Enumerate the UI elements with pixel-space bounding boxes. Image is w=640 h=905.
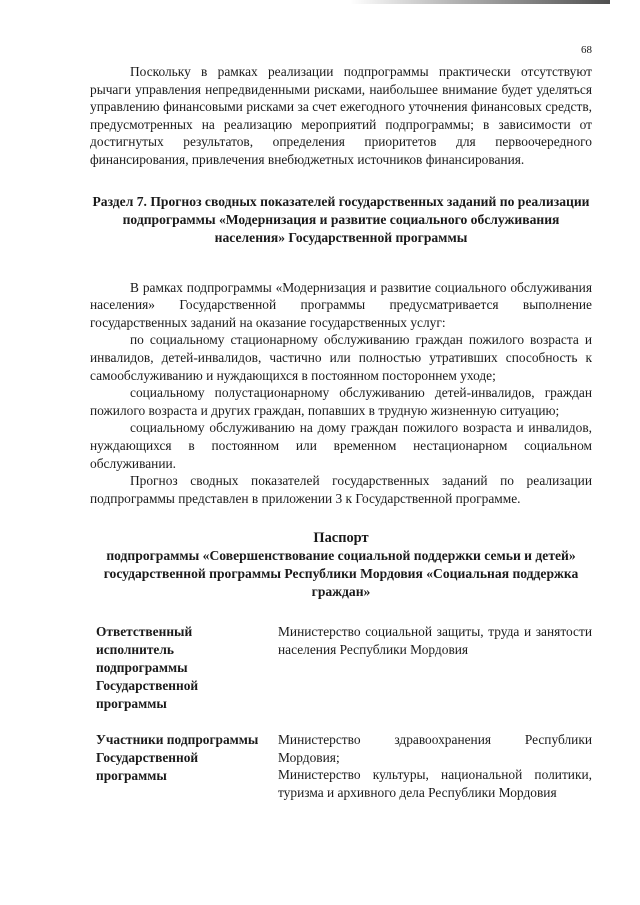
section-7-paragraph: социальному полустационарному обслуживанию детей-инвалидов, граждан пожилого возраста и других граждан, попавших в трудную жизненную ситуацию; — [90, 385, 592, 418]
passport-row-value — [278, 623, 592, 713]
passport-row-value-line: Министерство здравоохранения Республики Мордовия; — [278, 732, 592, 765]
section-7-paragraph: социальному обслуживанию на дому граждан пожилого возраста и инвалидов, нуждающихся в постоянном или временном нестационарном социальном обслуживании. — [90, 420, 592, 471]
scan-edge-artifact — [350, 0, 610, 4]
section-7-paragraph: по социальному стационарному обслуживанию граждан пожилого возраста и инвалидов, детей-инвалидов, частично или полностью утративших способность к самообслуживанию и нуждающихся в постоянном постороннем уходе; — [90, 332, 592, 383]
document-body — [90, 63, 592, 802]
passport-row-label: Участники подпрограммы Государственной программы — [96, 732, 259, 784]
intro-paragraph: Поскольку в рамках реализации подпрограммы практически отсутствуют рычаги управления непредвиденными рисками, наибольшее внимание будет уделяться управлению финансовыми рисками за счет ежегодного уточнения финансовых средств, предусмотренных на реализацию мероприятий подпрограммы; в зависимости от достигнутых результатов, определения приоритетов для первоочередного финансирования, привлечения внебюджетных источников финансирования. — [90, 64, 592, 167]
section-7-paragraph: Прогноз сводных показателей государственных заданий по реализации подпрограммы представлен в приложении 3 к Государственной программе. — [90, 473, 592, 506]
passport-table — [90, 623, 592, 801]
passport-row-value-line: Министерство социальной защиты, труда и занятости населения Республики Мордовия — [278, 624, 592, 657]
passport-heading: Паспорт — [313, 530, 369, 547]
page-number: 68 — [581, 44, 592, 56]
passport-row-value-line: Министерство культуры, национальной политики, туризма и архивного дела Республики Мордовия — [278, 767, 592, 801]
passport-row-label: Ответственный исполнитель подпрограммы Государственной программы — [96, 624, 199, 712]
passport-row-value — [278, 731, 592, 801]
section-7-paragraph: В рамках подпрограммы «Модернизация и развитие социального обслуживания населения» Государственной программы предусматривается выполнение государственных заданий на оказание государственных услуг: — [90, 279, 592, 330]
section-7-title: Раздел 7. Прогноз сводных показателей государственных заданий по реализации подпрограммы «Модернизация и развитие социального обслуживания населения» Государственной программы — [92, 193, 590, 245]
passport-title — [90, 529, 592, 601]
passport-subtitle: подпрограммы «Совершенствование социальной поддержки семьи и детей» государственной программы Республики Мордовия «Социальная поддержка граждан» — [103, 548, 579, 600]
section-7-body — [90, 279, 592, 508]
